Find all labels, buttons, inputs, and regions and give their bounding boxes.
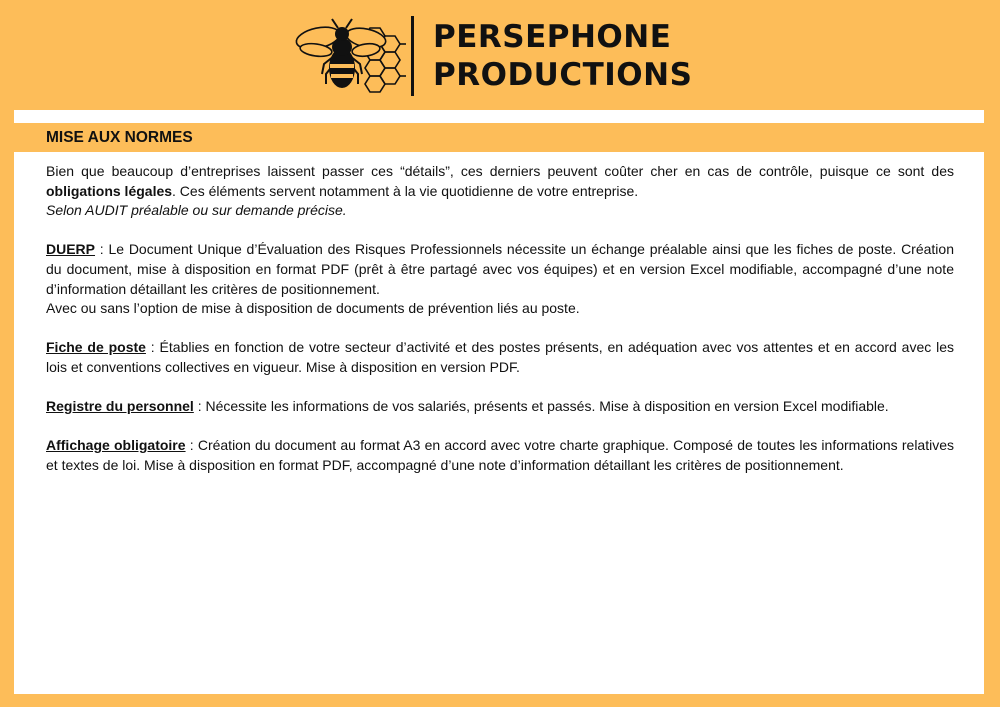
- intro-note: Selon AUDIT préalable ou sur demande précise.: [46, 202, 347, 219]
- item-affichage-obligatoire: [46, 436, 954, 475]
- item-term-duerp: DUERP: [46, 241, 96, 258]
- item-text-duerp: : Le Document Unique d’Évaluation des Risques Professionnels nécessite un échange préalable ainsi que les fiches de poste. Création du document, mise à disposition en format PDF (prêt à être partagé avec vos équipes) et en version Excel modifiable, accompagné d’une note d’information détaillant les critères de positionnement.: [46, 241, 954, 297]
- intro-bold: obligations légales: [46, 182, 173, 199]
- intro-text-1: Bien que beaucoup d’entreprises laissent passer ces “détails”, ces derniers peuvent coûter cher en cas de contrôle, puisque ce sont des: [46, 163, 954, 179]
- logo-divider: [411, 16, 414, 96]
- brand-name: [433, 18, 692, 94]
- item-text-registre: : Nécessite les informations de vos salariés, présents et passés. Mise à disposition en version Excel modifiable.: [193, 398, 889, 415]
- item-duerp: [46, 240, 954, 318]
- item-text-affichage: : Création du document au format A3 en accord avec votre charte graphique. Composé de toutes les informations relatives et textes de loi. Mise à disposition en format PDF, accompagné d’une note d’information détaillant les critères de positionnement.: [46, 437, 955, 473]
- top-strip: [14, 110, 984, 123]
- intro-text-2: . Ces éléments servent notamment à la vie quotidienne de votre entreprise.: [172, 182, 639, 199]
- item-term-registre: Registre du personnel: [46, 398, 194, 415]
- item-text-fiche-de-poste: : Établies en fonction de votre secteur d’activité et des postes présents, en adéquation avec vos attentes et en accord avec les lois et conventions collectives en vigueur. Mise à disposition en version PDF.: [46, 339, 954, 375]
- header: [0, 0, 1000, 110]
- item-term-fiche-de-poste: Fiche de poste: [46, 339, 146, 356]
- item-fiche-de-poste: [46, 338, 954, 377]
- item-registre-du-personnel: [46, 397, 954, 417]
- bee-honeycomb-icon: [292, 16, 408, 96]
- item-extra-duerp: Avec ou sans l’option de mise à disposition de documents de prévention liés au poste.: [46, 300, 580, 317]
- intro-paragraph: [46, 162, 954, 221]
- brand-line-2: PRODUCTIONS: [433, 57, 693, 93]
- content-body: [46, 162, 954, 495]
- item-term-affichage: Affichage obligatoire: [46, 437, 186, 454]
- brand-line-1: PERSEPHONE: [433, 19, 672, 55]
- section-title: MISE AUX NORMES: [46, 129, 193, 146]
